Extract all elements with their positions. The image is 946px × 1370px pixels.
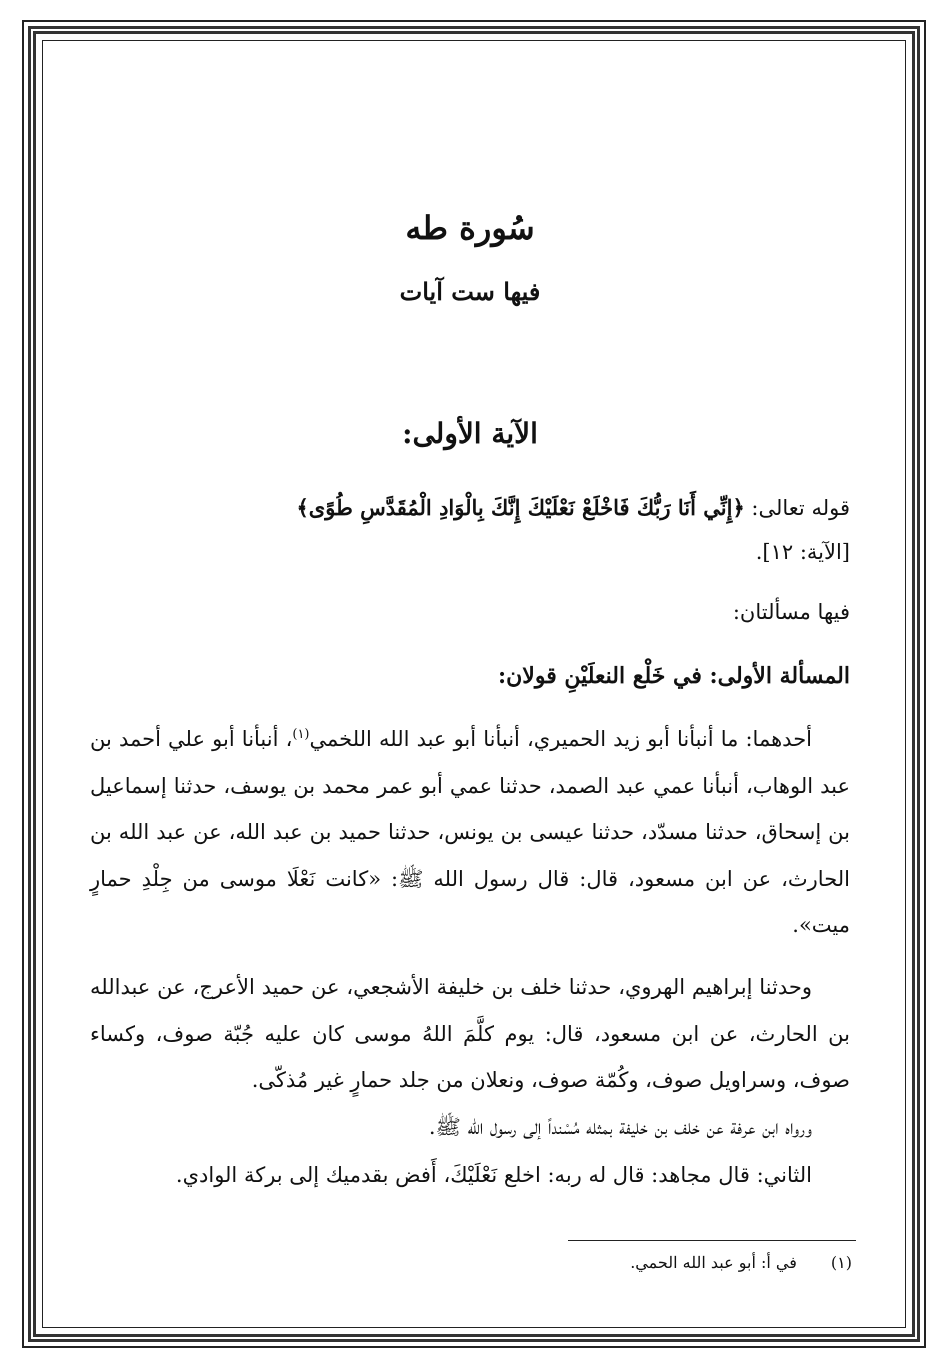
surah-subtitle: فيها ست آيات <box>399 277 541 306</box>
issues-line: فيها مسألتان: <box>732 600 850 624</box>
paragraph-4: الثاني: قال مجاهد: قال له ربه: اخلع نَعْلَيْكَ، أَفض بقدميك إلى بركة الوادي. <box>175 1163 812 1187</box>
footnote-text: في أ: أبو عبد الله الحمي. <box>630 1253 797 1272</box>
verse-reference: [الآية: ١٢]. <box>755 540 850 564</box>
footnote-divider <box>568 1240 856 1241</box>
paragraph-2: وحدثنا إبراهيم الهروي، حدثنا خلف بن خليفة الأشجعي، عن حميد الأعرج، عن عبدالله بن الحارث، عن ابن مسعود، قال: يوم كلَّمَ اللهُ موسى كان عليه جُبّة صوف، وكساء صوف، وسراويل صوف، وكُمّة صوف، ونعلان من جلد حمارٍ غير مُذكّى. <box>90 975 850 1092</box>
paragraph-3: ورواه ابن عرفة عن خلف بن خليفة بمثله مُسْنداً إلى رسول الله ﷺ. <box>428 1115 812 1139</box>
masala-heading: المسألة الأولى: في خَلْع النعلَيْنِ قولان: <box>498 663 850 689</box>
verse-intro: قوله تعالى: <box>744 496 850 520</box>
paragraph-1 <box>90 712 850 949</box>
ayah-heading: الآية الأولى: <box>402 417 538 450</box>
surah-title: سُورة طه <box>405 209 535 247</box>
verse-quote: ﴿إِنِّي أَنَا رَبُّكَ فَاخْلَعْ نَعْلَيْكَ إِنَّكَ بِالْوَادِ الْمُقَدَّسِ طُوًى﴾ <box>296 495 745 520</box>
paragraph-1-rest: ، أنبأنا أبو علي أحمد بن عبد الوهاب، أنبأنا عمي عبد الصمد، حدثنا عمي أبو عمر محمد بن يوسف، حدثنا إسماعيل بن إسحاق، حدثنا مسدّد، حدثنا عيسى بن يونس، حدثنا حميد بن عبد الله، عن عبد الله بن الحارث، عن ابن مسعود، قال: قال رسول الله ﷺ: «كانت نَعْلَا موسى من جِلْدِ حمارٍ ميت». <box>90 727 850 937</box>
footnote-marker: (١) <box>292 727 310 742</box>
footnote <box>432 1250 852 1276</box>
footnote-number: (١) <box>830 1253 852 1272</box>
paragraph-1-start: أحدهما: ما أنبأنا أبو زيد الحميري، أنبأنا أبو عبد الله اللخمي <box>309 727 813 751</box>
verse-block <box>90 486 850 574</box>
